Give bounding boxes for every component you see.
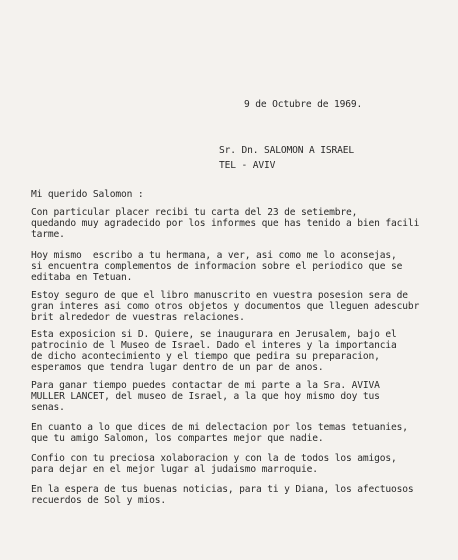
recipient-place: TEL - AVIV	[219, 160, 276, 171]
body-line: Con particular placer recibi tu carta del 23 de setiembre,	[31, 207, 358, 218]
body-line: para dejar en el mejor lugar al judaismo marroquie.	[31, 464, 318, 475]
body-line: MULLER LANCET, del museo de Israel, a la que hoy mismo doy tus	[31, 391, 380, 402]
body-line: si encuentra complementos de informacion sobre el periodico que se	[31, 261, 403, 272]
body-line: esperamos que tendra lugar dentro de un par de anos.	[31, 362, 324, 373]
body-line: Confio con tu preciosa xolaboracion y con la de todos los amigos,	[31, 453, 397, 464]
body-line: editaba en Tetuan.	[31, 272, 133, 283]
body-line: brit alrededor de vuestras relaciones.	[31, 312, 245, 323]
body-line: En la espera de tus buenas noticias, para ti y Diana, los afectuosos	[31, 484, 414, 495]
body-line: recuerdos de Sol y mios.	[31, 495, 167, 506]
body-line: Hoy mismo escribo a tu hermana, a ver, asi como me lo aconsejas,	[31, 250, 397, 261]
body-line: tarme.	[31, 229, 65, 240]
greeting: Mi querido Salomon :	[31, 189, 144, 200]
body-line: Esta exposicion si D. Quiere, se inaugurara en Jerusalem, bajo el	[31, 329, 397, 340]
recipient-name: Sr. Dn. SALOMON A ISRAEL	[219, 145, 355, 156]
body-line: patrocinio de l Museo de Israel. Dado el interes y la importancia	[31, 340, 397, 351]
body-line: de dicho acontecimiento y el tiempo que pedira su preparacion,	[31, 351, 380, 362]
body-line: Estoy seguro de que el libro manuscrito en vuestra posesion sera de	[31, 290, 408, 301]
body-line: En cuanto a lo que dices de mi delectacion por los temas tetuanies,	[31, 422, 408, 433]
body-line: senas.	[31, 402, 65, 413]
body-line: que tu amigo Salomon, los compartes mejor que nadie.	[31, 433, 324, 444]
body-line: Para ganar tiempo puedes contactar de mi parte a la Sra. AVIVA	[31, 380, 380, 391]
letter-date: 9 de Octubre de 1969.	[244, 99, 363, 110]
body-line: quedando muy agradecido por los informes que has tenido a bien facili	[31, 218, 420, 229]
body-line: gran interes asi como otros objetos y documentos que lleguen adescubr	[31, 301, 420, 312]
